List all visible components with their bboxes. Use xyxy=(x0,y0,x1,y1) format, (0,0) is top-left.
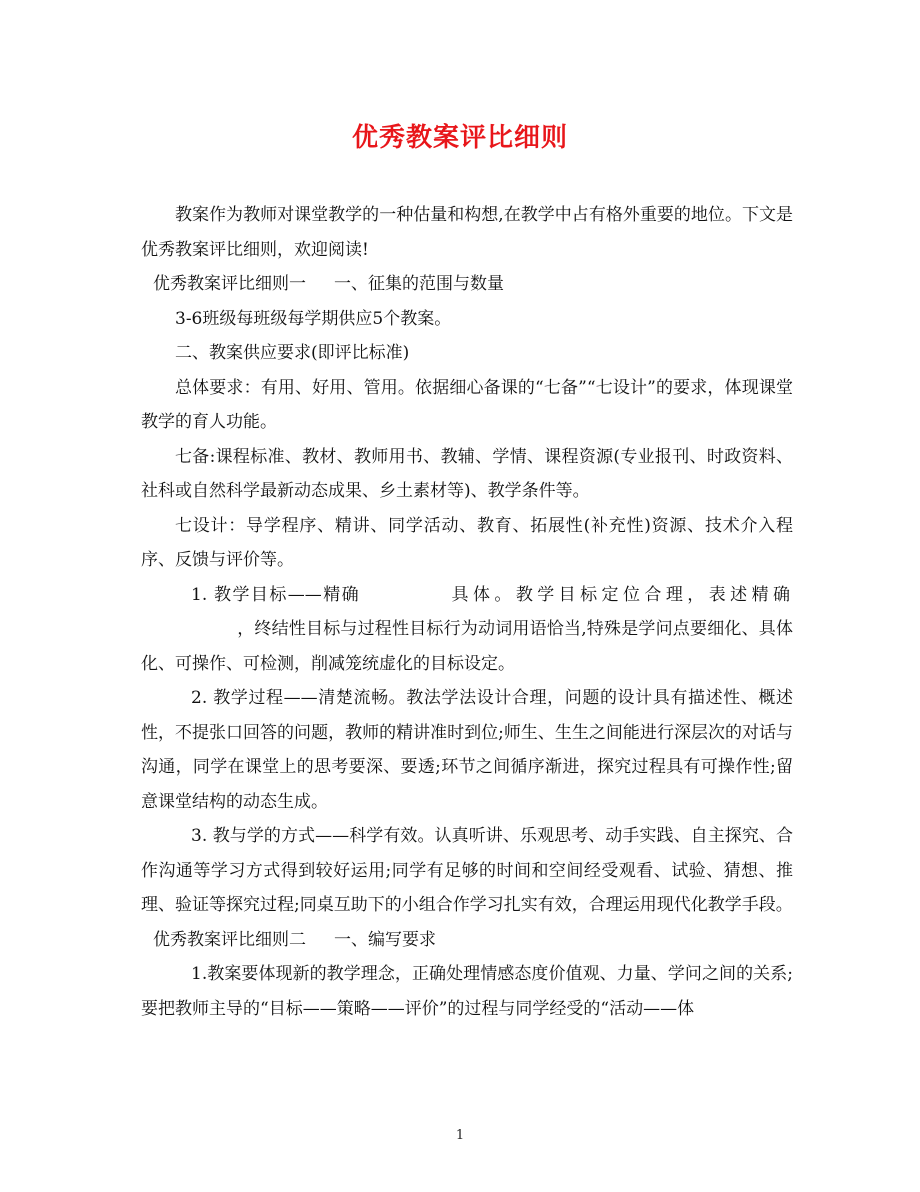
document-body xyxy=(141,198,793,1026)
item-1-text-a: 具体。教学目标定位合理，表述精确 xyxy=(450,584,794,605)
section1-paragraph-2: 二、教案供应要求(即评比标准) xyxy=(175,343,410,363)
page-number: 1 xyxy=(455,1128,465,1143)
item-2-paragraph: 2. 教学过程——清楚流畅。教法学法设计合理，问题的设计具有描述性、概述性，不提张口回答的问题，教师的精讲准时到位;师生、生生之间能进行深层次的对话与沟通，同学在课堂上的思考要深、要透;环节之间循序渐进，探究过程具有可操作性;留意课堂结构的动态生成。 xyxy=(141,688,793,812)
section1-paragraph-1: 3-6班级每班级每学期供应5个教案。 xyxy=(175,308,452,329)
section1-heading-line xyxy=(141,267,793,302)
section1-paragraph-4: 七备:课程标准、教材、教师用书、教辅、学情、课程资源(专业报刊、时政资料、社科或自然科学最新动态成果、乡土素材等)、教学条件等。 xyxy=(141,446,793,501)
item-3-paragraph: 3. 教与学的方式——科学有效。认真听讲、乐观思考、动手实践、自主探究、合作沟通等学习方式得到较好运用;同学有足够的时间和空间经受观看、试验、猜想、推理、验证等探究过程;同桌互助下的小组合作学习扎实有效，合理运用现代化教学手段。 xyxy=(141,826,793,915)
section1-paragraph-5: 七设计：导学程序、精讲、同学活动、教育、拓展性(补充性)资源、技术介入程序、反馈与评价等。 xyxy=(141,515,793,570)
section2-heading-line xyxy=(141,923,793,958)
item-1-text-b: ，终结性目标与过程性目标行为动词用语恰当,特殊是学问点要细化、具体化、可操作、可检测，削减笼统虚化的目标设定。 xyxy=(141,619,793,674)
section1-heading: 优秀教案评比细则一 xyxy=(153,274,306,294)
section2-heading: 优秀教案评比细则二 xyxy=(153,929,306,950)
section1-paragraph-3: 总体要求：有用、好用、管用。依据细心备课的“七备”“七设计”的要求，体现课堂教学的育人功能。 xyxy=(141,377,793,432)
section2-subheading: 一、编写要求 xyxy=(334,929,436,950)
item-1-heading: 1. 教学目标——精确 xyxy=(191,584,361,605)
section1-subheading: 一、征集的范围与数量 xyxy=(334,274,504,294)
item-1-paragraph xyxy=(141,578,793,682)
document-title: 优秀教案评比细则 xyxy=(351,123,568,153)
section2-paragraph-1: 1.教案要体现新的教学理念，正确处理情感态度价值观、力量、学问之间的关系;要把教师主导的“目标——策略——评价”的过程与同学经受的“活动——体 xyxy=(141,964,793,1019)
intro-paragraph: 教案作为教师对课堂教学的一种估量和构想,在教学中占有格外重要的地位。下文是优秀教案评比细则，欢迎阅读! xyxy=(141,205,793,260)
